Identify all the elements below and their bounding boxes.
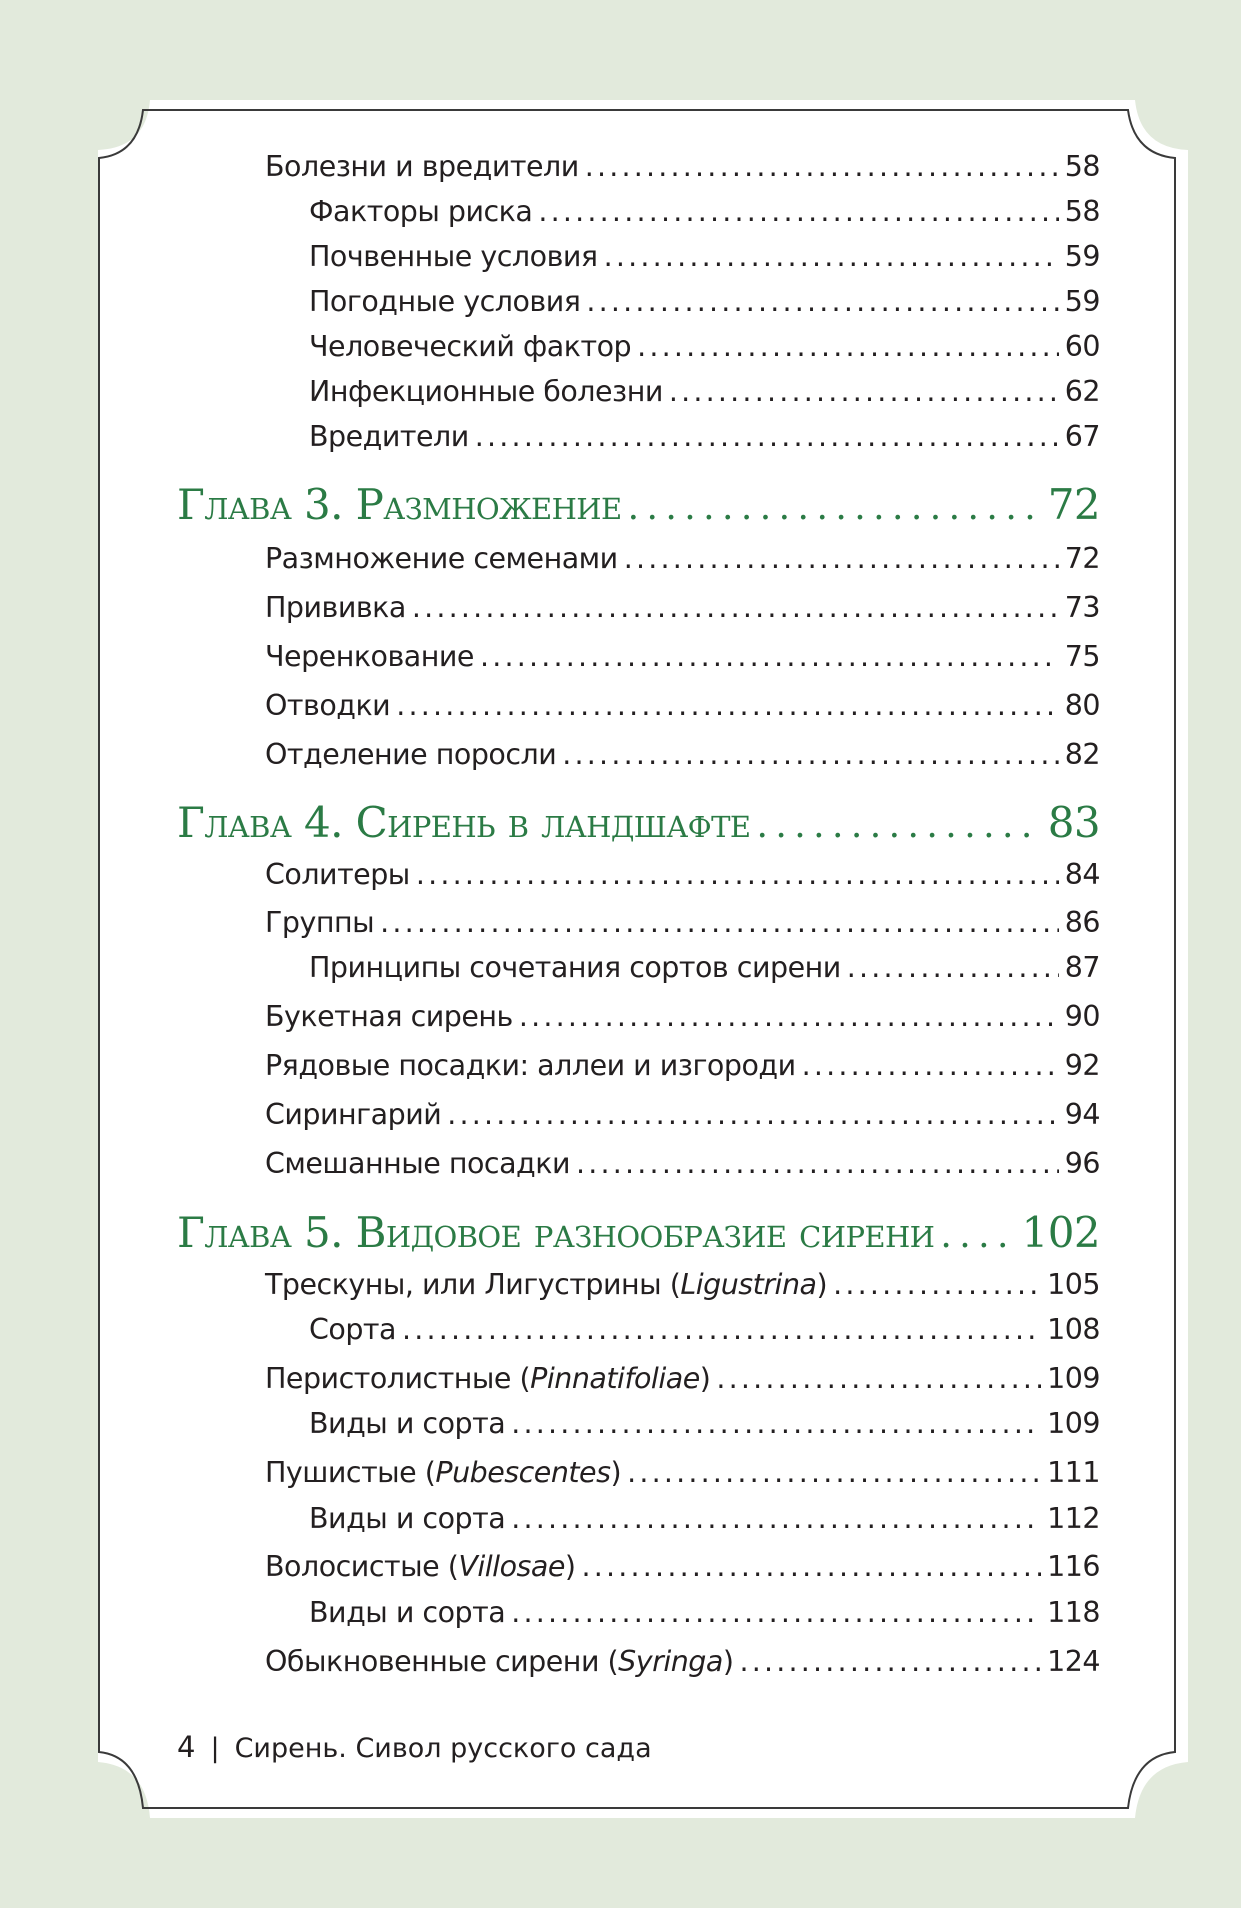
- toc-entry-page: 94: [1064, 1098, 1100, 1131]
- toc-entry-title: Черенкование: [265, 640, 474, 673]
- toc-entry-title: Пушистые (Pubescentes): [265, 1456, 622, 1489]
- dot-leader: [604, 240, 1059, 273]
- dot-leader: [582, 1550, 1042, 1583]
- toc-entry-page: 118: [1047, 1596, 1100, 1629]
- dot-leader: [576, 1147, 1059, 1180]
- toc-entry[interactable]: [309, 285, 1100, 318]
- dot-leader: [756, 805, 1041, 846]
- toc-entry-title: Вредители: [309, 420, 469, 453]
- toc-entry[interactable]: [265, 1000, 1100, 1033]
- book-title: Сирень. Сивол русского сада: [234, 1733, 652, 1764]
- dot-leader: [475, 420, 1059, 453]
- dot-leader: [538, 195, 1058, 228]
- dot-leader: [380, 906, 1059, 939]
- toc-entry-title: Принципы сочетания сортов сирени: [309, 951, 841, 984]
- toc-entry-title: Смешанные посадки: [265, 1147, 570, 1180]
- dot-leader: [480, 640, 1059, 673]
- toc-entry[interactable]: [265, 1049, 1100, 1082]
- toc-entry-title: Виды и сорта: [309, 1407, 506, 1440]
- toc-entry-page: 67: [1064, 420, 1100, 453]
- toc-entry-title: Отводки: [265, 689, 391, 722]
- toc-entry-title: Солитеры: [265, 858, 410, 891]
- dot-leader: [739, 1645, 1041, 1678]
- toc-entry[interactable]: [309, 951, 1100, 984]
- toc-entry-title: Почвенные условия: [309, 240, 598, 273]
- toc-entry[interactable]: [265, 858, 1100, 891]
- dot-leader: [396, 689, 1059, 722]
- toc-entry[interactable]: [265, 738, 1100, 771]
- dot-leader: [519, 1000, 1059, 1033]
- chapter-title: Глава 5. Видовое разнообразие сирени: [177, 1208, 935, 1257]
- footer-separator: |: [210, 1733, 220, 1764]
- toc-entry-title: Группы: [265, 906, 375, 939]
- dot-leader: [585, 150, 1059, 183]
- toc-entry-title: Отделение поросли: [265, 738, 557, 771]
- toc-entry-page: 62: [1064, 375, 1100, 408]
- toc-entry-title: Человеческий фактор: [309, 330, 632, 363]
- dot-leader: [511, 1502, 1041, 1535]
- toc-entry[interactable]: [309, 195, 1100, 228]
- toc-entry-page: 105: [1047, 1268, 1100, 1301]
- toc-entry-page: 92: [1064, 1049, 1100, 1082]
- toc-entry-title: Сорта: [309, 1313, 396, 1346]
- dot-leader: [847, 951, 1059, 984]
- toc-entry-page: 109: [1047, 1407, 1100, 1440]
- toc-entry-title: Инфекционные болезни: [309, 375, 663, 408]
- toc-entry-page: 109: [1047, 1362, 1100, 1395]
- dot-leader: [627, 1456, 1041, 1489]
- toc-entry[interactable]: [265, 1268, 1100, 1301]
- toc-entry-page: 124: [1047, 1645, 1100, 1678]
- dot-leader: [802, 1049, 1059, 1082]
- page-number: 4: [177, 1730, 196, 1764]
- toc-entry-page: 75: [1064, 640, 1100, 673]
- toc-entry-title: Рядовые посадки: аллеи и изгороди: [265, 1049, 796, 1082]
- toc-entry[interactable]: [309, 1313, 1100, 1346]
- dot-leader: [637, 330, 1059, 363]
- dot-leader: [447, 1098, 1058, 1131]
- chapter-title: Глава 4. Сирень в ландшафте: [177, 798, 751, 847]
- toc-entry-title: Болезни и вредители: [265, 150, 579, 183]
- toc-entry-title: Перистолистные (Pinnatifoliae): [265, 1362, 711, 1395]
- toc-entry-page: 87: [1064, 951, 1100, 984]
- dot-leader: [586, 285, 1058, 318]
- toc-entry-page: 84: [1064, 858, 1100, 891]
- latin-name: Syringa: [618, 1645, 723, 1678]
- toc-entry[interactable]: [309, 240, 1100, 273]
- dot-leader: [402, 1313, 1041, 1346]
- dot-leader: [416, 858, 1059, 891]
- toc-entry-page: 108: [1047, 1313, 1100, 1346]
- toc-entry-title: Букетная сирень: [265, 1000, 513, 1033]
- dot-leader: [833, 1268, 1041, 1301]
- toc-entry-page: 82: [1064, 738, 1100, 771]
- toc-entry-page: 72: [1064, 542, 1100, 575]
- toc-entry[interactable]: [265, 906, 1100, 939]
- chapter-page: 102: [1021, 1208, 1100, 1257]
- toc-entry-title: Волосистые (Villosae): [265, 1550, 576, 1583]
- dot-leader: [624, 542, 1059, 575]
- page-footer: [177, 1730, 652, 1764]
- toc-entry[interactable]: [265, 1645, 1100, 1678]
- dot-leader: [562, 738, 1058, 771]
- chapter-page: 83: [1047, 798, 1100, 847]
- chapter-heading[interactable]: [177, 798, 1100, 847]
- toc-entry-page: 111: [1047, 1456, 1100, 1489]
- latin-name: Pubescentes: [435, 1456, 611, 1489]
- dot-leader: [669, 375, 1059, 408]
- toc-entry-page: 58: [1064, 150, 1100, 183]
- toc-entry-title: Виды и сорта: [309, 1596, 506, 1629]
- toc-entry-page: 59: [1064, 285, 1100, 318]
- toc-entry[interactable]: [265, 1456, 1100, 1489]
- toc-entry-title: Виды и сорта: [309, 1502, 506, 1535]
- chapter-title: Глава 3. Размножение: [177, 480, 622, 529]
- toc-entry-title: Факторы риска: [309, 195, 533, 228]
- toc-entry[interactable]: [309, 330, 1100, 363]
- toc-entry[interactable]: [309, 1596, 1100, 1629]
- toc-entry-page: 116: [1047, 1550, 1100, 1583]
- toc-entry[interactable]: [265, 1362, 1100, 1395]
- toc-entry-page: 59: [1064, 240, 1100, 273]
- latin-name: Villosae: [458, 1550, 565, 1583]
- toc-entry-page: 96: [1064, 1147, 1100, 1180]
- toc-entry[interactable]: [309, 375, 1100, 408]
- dot-leader: [511, 1596, 1041, 1629]
- toc-entry-page: 112: [1047, 1502, 1100, 1535]
- toc-entry[interactable]: [265, 689, 1100, 722]
- toc-entry[interactable]: [265, 542, 1100, 575]
- chapter-page: 72: [1047, 480, 1100, 529]
- toc-entry-title: Обыкновенные сирени (Syringa): [265, 1645, 734, 1678]
- toc-entry[interactable]: [265, 591, 1100, 624]
- toc-entry-title: Погодные условия: [309, 285, 581, 318]
- dot-leader: [940, 1215, 1015, 1256]
- dot-leader: [716, 1362, 1041, 1395]
- toc-entry-title: Сирингарий: [265, 1098, 442, 1131]
- dot-leader: [628, 487, 1042, 528]
- toc-entry[interactable]: [309, 1407, 1100, 1440]
- toc-entry-page: 80: [1064, 689, 1100, 722]
- toc-entry[interactable]: [265, 1098, 1100, 1131]
- toc-entry-page: 90: [1064, 1000, 1100, 1033]
- latin-name: Pinnatifoliae: [530, 1362, 700, 1395]
- toc-entry[interactable]: [309, 420, 1100, 453]
- toc-entry-title: Размножение семенами: [265, 542, 618, 575]
- toc-entry-page: 86: [1064, 906, 1100, 939]
- toc-entry-title: Трескуны, или Лигустрины (Ligustrina): [265, 1268, 828, 1301]
- dot-leader: [412, 591, 1059, 624]
- toc-entry-page: 60: [1064, 330, 1100, 363]
- toc-entry-page: 58: [1064, 195, 1100, 228]
- chapter-heading[interactable]: [177, 480, 1100, 529]
- toc-entry-page: 73: [1064, 591, 1100, 624]
- chapter-heading[interactable]: [177, 1208, 1100, 1257]
- toc-entry-title: Прививка: [265, 591, 406, 624]
- toc-entry[interactable]: [265, 150, 1100, 183]
- toc-entry[interactable]: [265, 640, 1100, 673]
- toc-entry[interactable]: [309, 1502, 1100, 1535]
- toc-entry[interactable]: [265, 1550, 1100, 1583]
- dot-leader: [511, 1407, 1041, 1440]
- toc-entry[interactable]: [265, 1147, 1100, 1180]
- latin-name: Ligustrina: [680, 1268, 817, 1301]
